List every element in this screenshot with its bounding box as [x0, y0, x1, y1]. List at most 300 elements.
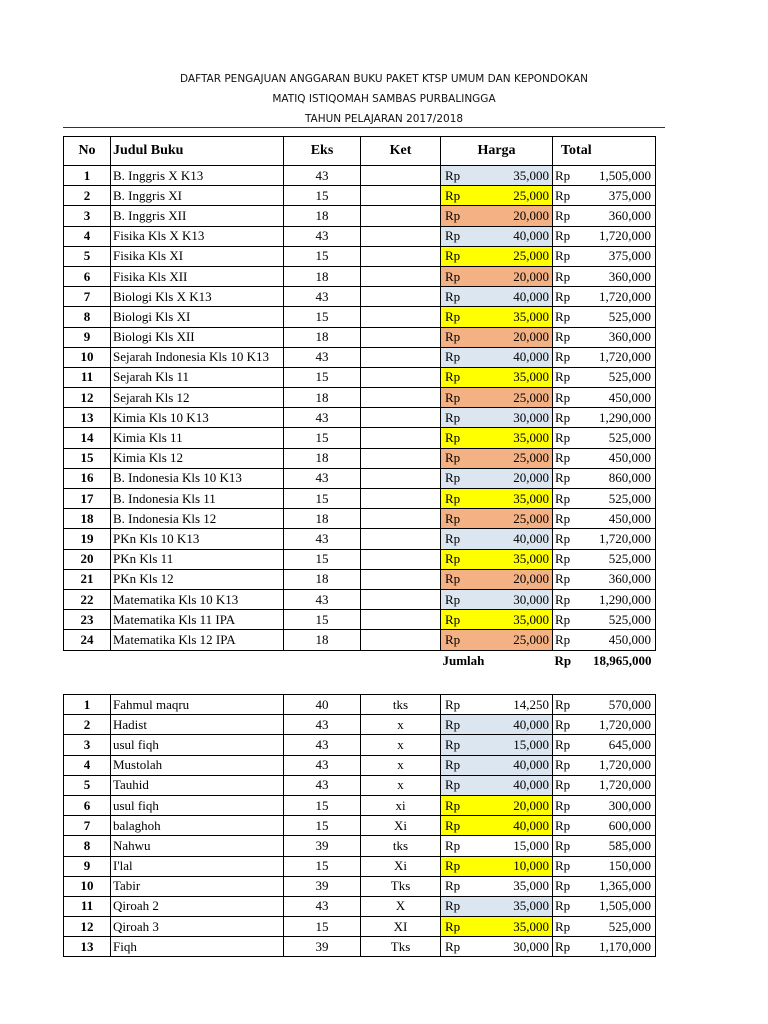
book-title: Tauhid [111, 775, 284, 795]
row-number: 1 [64, 166, 111, 186]
copies-count: 43 [284, 408, 361, 428]
total-currency: Rp [553, 896, 579, 916]
book-title: usul fiqh [111, 795, 284, 815]
table-row [64, 755, 656, 775]
copies-count: 18 [284, 206, 361, 226]
price-currency: Rp [441, 266, 478, 286]
copies-count: 15 [284, 367, 361, 387]
table-row [64, 448, 656, 468]
copies-count: 39 [284, 836, 361, 856]
book-title: Biologi Kls X K13 [111, 287, 284, 307]
total-value: 1,290,000 [579, 408, 656, 428]
book-title: Qiroah 2 [111, 896, 284, 916]
book-title: Sejarah Kls 12 [111, 388, 284, 408]
price-value: 40,000 [478, 529, 553, 549]
table-row [64, 307, 656, 327]
row-number: 3 [64, 206, 111, 226]
book-title: Hadist [111, 715, 284, 735]
copies-count: 40 [284, 695, 361, 715]
total-value: 375,000 [579, 186, 656, 206]
total-value: 150,000 [579, 856, 656, 876]
row-number: 7 [64, 816, 111, 836]
remark: x [361, 775, 441, 795]
table-row [64, 468, 656, 488]
copies-count: 43 [284, 347, 361, 367]
table-row [64, 695, 656, 715]
total-value: 450,000 [579, 630, 656, 650]
price-currency: Rp [441, 876, 478, 896]
table-row [64, 937, 656, 957]
remark [361, 287, 441, 307]
summary-label: Jumlah [442, 652, 485, 668]
book-title: Fisika Kls XII [111, 266, 284, 286]
row-number: 2 [64, 186, 111, 206]
remark: XI [361, 917, 441, 937]
price-currency: Rp [441, 755, 478, 775]
copies-count: 18 [284, 630, 361, 650]
price-currency: Rp [441, 630, 478, 650]
price-value: 35,000 [478, 428, 553, 448]
row-number: 3 [64, 735, 111, 755]
table-row [64, 735, 656, 755]
price-value: 25,000 [478, 448, 553, 468]
price-currency: Rp [441, 489, 478, 509]
textbook-budget-table [63, 136, 656, 671]
book-title: Biologi Kls XI [111, 307, 284, 327]
total-currency: Rp [553, 408, 579, 428]
total-value: 600,000 [579, 816, 656, 836]
table-row [64, 715, 656, 735]
total-value: 525,000 [579, 367, 656, 387]
total-currency: Rp [553, 347, 579, 367]
total-currency: Rp [553, 166, 579, 186]
row-number: 2 [64, 715, 111, 735]
price-value: 10,000 [478, 856, 553, 876]
book-title: Fiqh [111, 937, 284, 957]
total-currency: Rp [553, 186, 579, 206]
remark: x [361, 715, 441, 735]
total-value: 375,000 [579, 246, 656, 266]
total-value: 525,000 [579, 489, 656, 509]
table-row [64, 549, 656, 569]
copies-count: 39 [284, 937, 361, 957]
remark [361, 307, 441, 327]
col-header-harga: Harga [441, 137, 553, 166]
row-number: 8 [64, 836, 111, 856]
price-value: 25,000 [478, 388, 553, 408]
remark [361, 569, 441, 589]
total-currency: Rp [553, 428, 579, 448]
price-value: 20,000 [478, 206, 553, 226]
copies-count: 15 [284, 917, 361, 937]
total-value: 1,365,000 [579, 876, 656, 896]
price-value: 35,000 [478, 610, 553, 630]
total-value: 570,000 [579, 695, 656, 715]
institution-name: MATIQ ISTIQOMAH SAMBAS PURBALINGGA [272, 93, 496, 105]
remark [361, 428, 441, 448]
total-value: 585,000 [579, 836, 656, 856]
book-title: B. Inggris XII [111, 206, 284, 226]
total-currency: Rp [553, 735, 579, 755]
price-value: 30,000 [478, 937, 553, 957]
price-currency: Rp [441, 367, 478, 387]
price-currency: Rp [441, 589, 478, 609]
price-currency: Rp [441, 795, 478, 815]
row-number: 6 [64, 795, 111, 815]
book-title: PKn Kls 11 [111, 549, 284, 569]
book-title: Sejarah Kls 11 [111, 367, 284, 387]
total-currency: Rp [553, 589, 579, 609]
row-number: 9 [64, 856, 111, 876]
total-value: 1,170,000 [579, 937, 656, 957]
total-currency: Rp [553, 795, 579, 815]
book-title: Nahwu [111, 836, 284, 856]
total-value: 360,000 [579, 327, 656, 347]
price-currency: Rp [441, 715, 478, 735]
price-value: 20,000 [478, 795, 553, 815]
copies-count: 15 [284, 428, 361, 448]
price-currency: Rp [441, 610, 478, 630]
row-number: 23 [64, 610, 111, 630]
row-number: 18 [64, 509, 111, 529]
table-row [64, 206, 656, 226]
total-value: 1,290,000 [579, 589, 656, 609]
book-title: Tabir [111, 876, 284, 896]
price-currency: Rp [441, 408, 478, 428]
price-value: 20,000 [478, 468, 553, 488]
table-row [64, 347, 656, 367]
total-value: 645,000 [579, 735, 656, 755]
price-currency: Rp [441, 327, 478, 347]
row-number: 21 [64, 569, 111, 589]
price-currency: Rp [441, 937, 478, 957]
remark: Tks [361, 876, 441, 896]
price-currency: Rp [441, 226, 478, 246]
total-value: 360,000 [579, 569, 656, 589]
total-currency: Rp [553, 836, 579, 856]
copies-count: 18 [284, 327, 361, 347]
total-currency: Rp [553, 775, 579, 795]
price-value: 40,000 [478, 347, 553, 367]
row-number: 24 [64, 630, 111, 650]
total-currency: Rp [553, 489, 579, 509]
total-value: 360,000 [579, 206, 656, 226]
book-title: Mustolah [111, 755, 284, 775]
remark: Xi [361, 816, 441, 836]
price-value: 40,000 [478, 816, 553, 836]
price-value: 40,000 [478, 755, 553, 775]
price-value: 35,000 [478, 367, 553, 387]
copies-count: 43 [284, 735, 361, 755]
remark [361, 549, 441, 569]
table-row [64, 509, 656, 529]
total-currency: Rp [553, 529, 579, 549]
remark [361, 266, 441, 286]
document-title: DAFTAR PENGAJUAN ANGGARAN BUKU PAKET KTSP UMUM DAN KEPONDOKAN [180, 73, 588, 85]
table-row [64, 367, 656, 387]
price-value: 14,250 [478, 695, 553, 715]
book-title: Kimia Kls 12 [111, 448, 284, 468]
book-title: B. Inggris XI [111, 186, 284, 206]
row-number: 10 [64, 347, 111, 367]
remark [361, 610, 441, 630]
book-title: Fahmul maqru [111, 695, 284, 715]
price-currency: Rp [441, 735, 478, 755]
price-currency: Rp [441, 468, 478, 488]
book-title: Matematika Kls 10 K13 [111, 589, 284, 609]
copies-count: 43 [284, 896, 361, 916]
price-value: 40,000 [478, 775, 553, 795]
remark [361, 529, 441, 549]
remark: xi [361, 795, 441, 815]
total-currency: Rp [553, 307, 579, 327]
total-value: 860,000 [579, 468, 656, 488]
total-value: 525,000 [579, 307, 656, 327]
remark [361, 589, 441, 609]
total-value: 450,000 [579, 388, 656, 408]
total-value: 1,505,000 [579, 166, 656, 186]
total-currency: Rp [553, 630, 579, 650]
price-value: 30,000 [478, 408, 553, 428]
remark [361, 347, 441, 367]
price-value: 25,000 [478, 186, 553, 206]
copies-count: 18 [284, 448, 361, 468]
row-number: 20 [64, 549, 111, 569]
copies-count: 15 [284, 307, 361, 327]
total-currency: Rp [553, 327, 579, 347]
table-row [64, 166, 656, 186]
summary-value: 18,965,000 [593, 652, 652, 668]
book-title: usul fiqh [111, 735, 284, 755]
remark [361, 226, 441, 246]
row-number: 10 [64, 876, 111, 896]
remark [361, 206, 441, 226]
row-number: 12 [64, 917, 111, 937]
table-row [64, 856, 656, 876]
table-row [64, 896, 656, 916]
copies-count: 18 [284, 266, 361, 286]
row-number: 6 [64, 266, 111, 286]
price-currency: Rp [441, 836, 478, 856]
price-value: 25,000 [478, 509, 553, 529]
price-value: 40,000 [478, 287, 553, 307]
summary-currency: Rp [554, 652, 572, 668]
price-currency: Rp [441, 569, 478, 589]
boarding-book-table [63, 694, 656, 957]
table-row [64, 876, 656, 896]
price-value: 40,000 [478, 226, 553, 246]
price-value: 35,000 [478, 489, 553, 509]
price-currency: Rp [441, 856, 478, 876]
remark [361, 448, 441, 468]
remark: tks [361, 695, 441, 715]
book-title: Fisika Kls XI [111, 246, 284, 266]
book-title: B. Indonesia Kls 10 K13 [111, 468, 284, 488]
copies-count: 15 [284, 246, 361, 266]
price-currency: Rp [441, 529, 478, 549]
price-value: 35,000 [478, 307, 553, 327]
col-header-no: No [64, 137, 111, 166]
book-title: PKn Kls 10 K13 [111, 529, 284, 549]
copies-count: 43 [284, 755, 361, 775]
book-title: I'lal [111, 856, 284, 876]
total-value: 1,720,000 [579, 226, 656, 246]
row-number: 4 [64, 755, 111, 775]
remark [361, 166, 441, 186]
row-number: 11 [64, 367, 111, 387]
book-title: Matematika Kls 11 IPA [111, 610, 284, 630]
table-row [64, 917, 656, 937]
book-title: B. Inggris X K13 [111, 166, 284, 186]
remark [361, 630, 441, 650]
total-currency: Rp [553, 610, 579, 630]
remark [361, 246, 441, 266]
total-value: 300,000 [579, 795, 656, 815]
total-currency: Rp [553, 226, 579, 246]
book-title: PKn Kls 12 [111, 569, 284, 589]
table-row [64, 266, 656, 286]
total-value: 525,000 [579, 610, 656, 630]
remark: Tks [361, 937, 441, 957]
total-currency: Rp [553, 917, 579, 937]
price-value: 20,000 [478, 569, 553, 589]
total-value: 1,720,000 [579, 755, 656, 775]
table-row [64, 186, 656, 206]
price-currency: Rp [441, 307, 478, 327]
col-header-total: Total [553, 137, 656, 166]
total-value: 1,720,000 [579, 775, 656, 795]
copies-count: 18 [284, 509, 361, 529]
row-number: 8 [64, 307, 111, 327]
remark: x [361, 735, 441, 755]
price-value: 25,000 [478, 630, 553, 650]
price-currency: Rp [441, 388, 478, 408]
copies-count: 43 [284, 775, 361, 795]
table-row [64, 287, 656, 307]
total-value: 450,000 [579, 509, 656, 529]
price-currency: Rp [441, 549, 478, 569]
total-currency: Rp [553, 388, 579, 408]
book-title: Biologi Kls XII [111, 327, 284, 347]
total-value: 525,000 [579, 428, 656, 448]
total-currency: Rp [553, 509, 579, 529]
remark: Xi [361, 856, 441, 876]
price-value: 15,000 [478, 735, 553, 755]
table-row [64, 246, 656, 266]
price-currency: Rp [441, 246, 478, 266]
book-title: balaghoh [111, 816, 284, 836]
price-value: 35,000 [478, 876, 553, 896]
price-currency: Rp [441, 509, 478, 529]
total-currency: Rp [553, 549, 579, 569]
table-row [64, 589, 656, 609]
total-currency: Rp [553, 755, 579, 775]
price-currency: Rp [441, 347, 478, 367]
book-title: Sejarah Indonesia Kls 10 K13 [111, 347, 284, 367]
copies-count: 43 [284, 715, 361, 735]
price-value: 15,000 [478, 836, 553, 856]
total-value: 1,720,000 [579, 529, 656, 549]
total-value: 1,720,000 [579, 715, 656, 735]
table-row [64, 569, 656, 589]
row-number: 5 [64, 775, 111, 795]
table-row [64, 630, 656, 650]
table-row [64, 226, 656, 246]
price-currency: Rp [441, 816, 478, 836]
remark [361, 327, 441, 347]
copies-count: 18 [284, 569, 361, 589]
total-currency: Rp [553, 468, 579, 488]
table-row [64, 795, 656, 815]
row-number: 13 [64, 408, 111, 428]
remark [361, 367, 441, 387]
total-value: 525,000 [579, 917, 656, 937]
copies-count: 43 [284, 589, 361, 609]
table-row [64, 816, 656, 836]
book-title: Kimia Kls 11 [111, 428, 284, 448]
price-currency: Rp [441, 186, 478, 206]
row-number: 11 [64, 896, 111, 916]
copies-count: 18 [284, 388, 361, 408]
row-number: 7 [64, 287, 111, 307]
copies-count: 43 [284, 468, 361, 488]
total-currency: Rp [553, 448, 579, 468]
copies-count: 43 [284, 529, 361, 549]
price-currency: Rp [441, 695, 478, 715]
total-currency: Rp [553, 367, 579, 387]
copies-count: 15 [284, 186, 361, 206]
total-currency: Rp [553, 246, 579, 266]
table-row [64, 327, 656, 347]
price-value: 35,000 [478, 896, 553, 916]
book-title: Fisika Kls X K13 [111, 226, 284, 246]
header-divider [63, 127, 665, 128]
price-currency: Rp [441, 448, 478, 468]
price-currency: Rp [441, 287, 478, 307]
total-currency: Rp [553, 856, 579, 876]
price-currency: Rp [441, 166, 478, 186]
copies-count: 43 [284, 287, 361, 307]
summary-row [64, 650, 656, 671]
copies-count: 39 [284, 876, 361, 896]
remark [361, 468, 441, 488]
remark: x [361, 755, 441, 775]
row-number: 9 [64, 327, 111, 347]
remark [361, 489, 441, 509]
row-number: 22 [64, 589, 111, 609]
book-title: B. Indonesia Kls 11 [111, 489, 284, 509]
remark: tks [361, 836, 441, 856]
row-number: 1 [64, 695, 111, 715]
copies-count: 15 [284, 856, 361, 876]
academic-year: TAHUN PELAJARAN 2017/2018 [304, 113, 464, 125]
copies-count: 15 [284, 549, 361, 569]
total-currency: Rp [553, 206, 579, 226]
table-row [64, 428, 656, 448]
row-number: 5 [64, 246, 111, 266]
table-row [64, 836, 656, 856]
price-value: 35,000 [478, 549, 553, 569]
copies-count: 15 [284, 610, 361, 630]
total-currency: Rp [553, 266, 579, 286]
row-number: 13 [64, 937, 111, 957]
total-value: 1,720,000 [579, 347, 656, 367]
total-value: 1,720,000 [579, 287, 656, 307]
col-header-ket: Ket [361, 137, 441, 166]
copies-count: 15 [284, 795, 361, 815]
remark: X [361, 896, 441, 916]
row-number: 15 [64, 448, 111, 468]
